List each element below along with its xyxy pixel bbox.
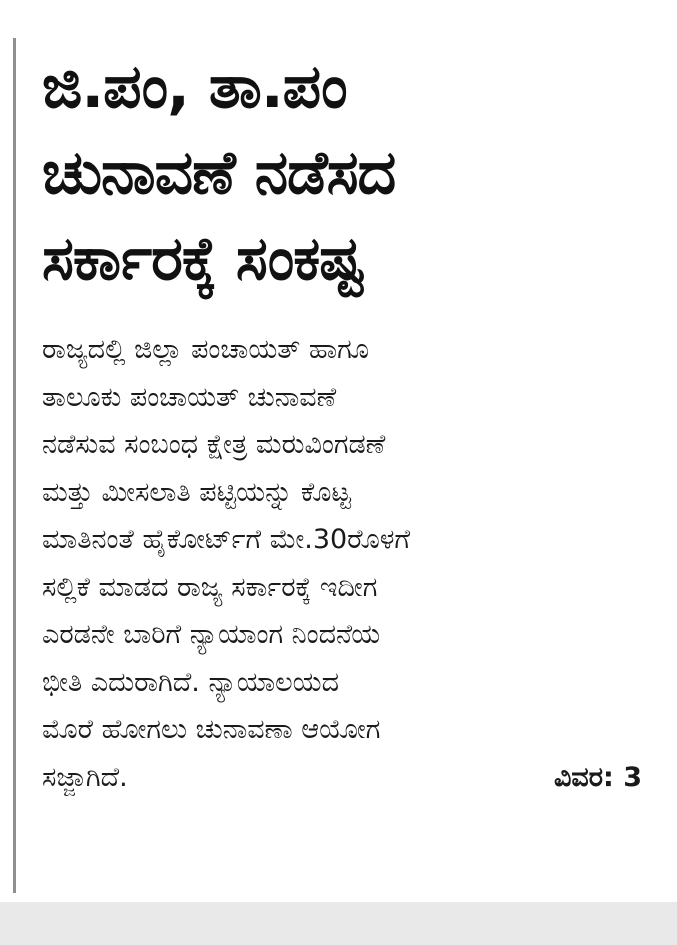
news-clipping (42, 44, 642, 896)
headline-line-1: ಜಿ.ಪಂ, ತಾ.ಪಂ (42, 52, 347, 122)
body-last-line (42, 754, 642, 802)
body-line-5: ಮಾತಿನಂತೆ ಹೈಕೋರ್ಟ್‌ಗೆ ಮೇ.30ರೊಳಗೆ (42, 524, 411, 555)
body-line-7: ಎರಡನೇ ಬಾರಿಗೆ ನ್ಯಾಯಾಂಗ ನಿಂದನೆಯ (42, 619, 381, 650)
body-line-1: ರಾಜ್ಯದಲ್ಲಿ ಜಿಲ್ಲಾ ಪಂಚಾಯತ್ ಹಾಗೂ (42, 334, 369, 365)
article-body (42, 326, 642, 801)
column-rule (13, 38, 16, 893)
body-line-2: ತಾಲೂಕು ಪಂಚಾಯತ್ ಚುನಾವಣೆ (42, 381, 337, 413)
body-line-4: ಮತ್ತು ಮೀಸಲಾತಿ ಪಟ್ಟಿಯನ್ನು ಕೊಟ್ಟ (42, 476, 351, 508)
headline-line-2: ಚುನಾವಣೆ ನಡೆಸದ (42, 138, 396, 208)
body-line-10: ಸಜ್ಜಾಗಿದೆ. (42, 761, 128, 793)
body-line-6: ಸಲ್ಲಿಕೆ ಮಾಡದ ರಾಜ್ಯ ಸರ್ಕಾರಕ್ಕೆ ಇದೀಗ (42, 571, 378, 603)
page-reference: ವಿವರ: 3 (553, 761, 642, 793)
headline-line-3: ಸರ್ಕಾರಕ್ಕೆ ಸಂಕಷ್ಟ (42, 224, 364, 294)
body-line-8: ಭೀತಿ ಎದುರಾಗಿದೆ. ನ್ಯಾಯಾಲಯದ (42, 666, 340, 698)
body-line-3: ನಡೆಸುವ ಸಂಬಂಧ ಕ್ಷೇತ್ರ ಮರುವಿಂಗಡಣೆ (42, 429, 386, 460)
bottom-band (0, 902, 677, 945)
body-line-9: ಮೊರೆ ಹೋಗಲು ಚುನಾವಣಾ ಆಯೋಗ (42, 714, 381, 745)
headline (42, 44, 642, 302)
